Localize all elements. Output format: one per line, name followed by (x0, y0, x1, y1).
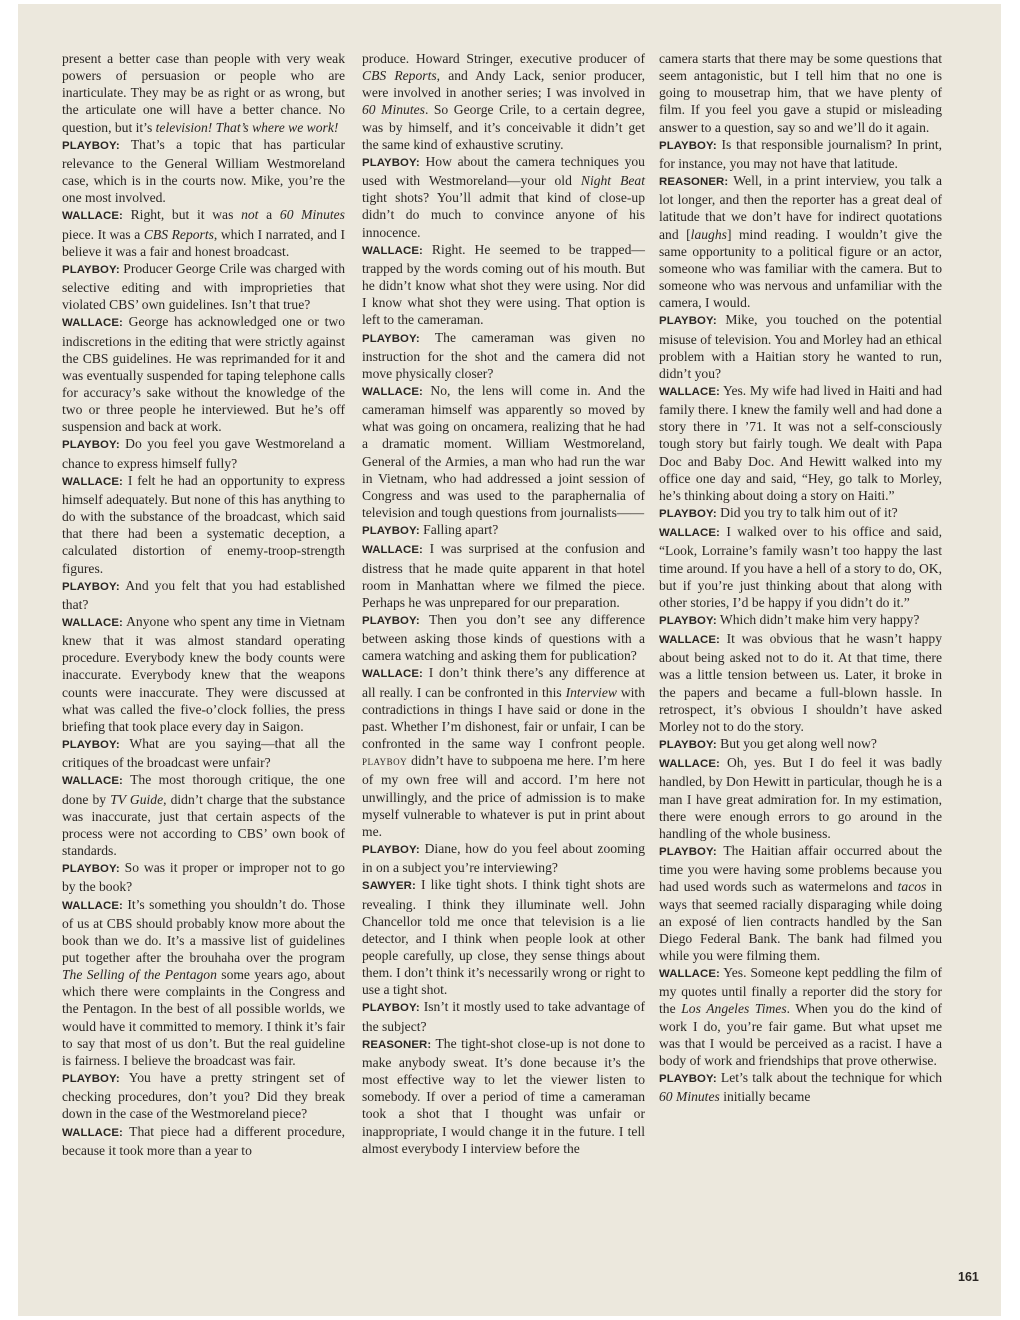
speaker-label: WALLACE: (659, 634, 720, 647)
interview-paragraph (62, 1123, 345, 1159)
paragraph-text: Diane, how do you feel about zooming in on a subject you’re interviewing? (362, 841, 645, 876)
paragraph-text: You have a pretty stringent set of checking procedures, don’t you? Did they break down in the case of the Westmoreland piece? (62, 1070, 345, 1122)
interview-paragraph (659, 136, 942, 172)
speaker-label: PLAYBOY: (659, 615, 717, 627)
paragraph-text: So was it proper or improper not to go by the book? (62, 860, 345, 895)
paragraph-text: The Haitian affair occurred about the time you were having some problems because you had used words such as watermelons and tacos in ways that seemed racially disparaging while doing an exposé of lien contracts handled by the San Diego Federal Bank. The bank had filmed you while you were filming them. (659, 843, 943, 963)
interview-paragraph (62, 613, 345, 735)
interview-paragraph (659, 1069, 942, 1105)
interview-paragraph (62, 577, 345, 613)
paragraph-text: Anyone who spent any time in Vietnam knew that it was almost standard operating procedure. Everybody knew the body counts were inaccurate. Everybody knew that the weapons counts were inaccurate. They were discussed at what was called the five-o’clock follies, the press briefing that took place every day in Saigon. (62, 614, 345, 734)
paragraph-text: camera starts that there may be some questions that seem antagonistic, but I tell him that no one is going to mousetrap him, that we have plenty of film. If you feel you gave a stupid or misleading answer to a question, say so and we’ll do it again. (659, 51, 942, 135)
interview-paragraph (62, 260, 345, 313)
speaker-label: PLAYBOY: (362, 525, 420, 538)
speaker-label: PLAYBOY: (62, 263, 120, 276)
paragraph-text: It’s something you shouldn’t do. Those of us at CBS should probably know more about the book than we do. It’s a massive list of guidelines put together after the brouhaha over the program The Selling of the Pentagon some years ago, about which there were complaints in the Congress and the Pentagon. In the best of all possible worlds, we would have it committed to memory. I think it’s fair to say that most of us don’t. But the real guideline is fairness. I believe the broadcast was fair. (62, 896, 345, 1068)
paragraph-text: That’s a topic that has particular relevance to the General William Westmoreland case, which is in the courts now. Mike, you’re the one most involved. (62, 136, 345, 206)
interview-paragraph (362, 50, 645, 153)
interview-paragraph (362, 840, 645, 876)
magazine-page (18, 4, 1001, 1316)
speaker-label: PLAYBOY: (62, 439, 120, 452)
speaker-label: REASONER: (362, 1038, 432, 1051)
speaker-label: PLAYBOY: (62, 1073, 120, 1086)
paragraph-text: Falling apart? (423, 522, 499, 538)
paragraph-text: I don’t think there’s any difference at all really. I can be confronted in this Interview with contradictions in things I have said or done in the past. Whether I’m dishonest, fair or unfair, I can be confronted in the same way I confront people. PLAYBOY didn’t have to subpoena me here. I’m here of my own free will and accord. I’m here not unwillingly, and the price of admission is to make myself vulnerable to whatever is put in print about me. (362, 665, 645, 839)
paragraph-text: The most thorough critique, the one done by TV Guide, didn’t charge that the substance was inaccurate, just that certain aspects of the process were not according to CBS’ own book of standards. (62, 772, 345, 859)
paragraph-text: Is that responsible journalism? In print, for instance, you may not have that latitude. (659, 136, 942, 171)
speaker-label: PLAYBOY: (362, 844, 420, 857)
interview-paragraph (659, 630, 942, 735)
speaker-label: WALLACE: (62, 210, 123, 223)
interview-paragraph (62, 735, 345, 771)
interview-paragraph (362, 664, 645, 840)
interview-paragraph (659, 172, 942, 311)
paragraph-text: Yes. Someone kept peddling the film of my quotes until finally a reporter did the story for the Los Angeles Times. When you do the kind of work I do, you’re fair game. But what upset me was that I would be perceived as a racist. I have a body of work and friendships that prove otherwise. (659, 965, 942, 1068)
paragraph-text: That piece had a different procedure, because it took more than a year to (62, 1123, 346, 1158)
interview-paragraph (62, 313, 345, 435)
speaker-label: WALLACE: (362, 668, 423, 681)
speaker-label: REASONER: (659, 176, 729, 189)
speaker-label: WALLACE: (362, 385, 423, 398)
page-number: 161 (958, 1270, 979, 1284)
interview-paragraph (362, 998, 645, 1034)
interview-paragraph (362, 241, 645, 329)
speaker-label: WALLACE: (659, 968, 720, 981)
paragraph-text: produce. Howard Stringer, executive producer of CBS Reports, and Andy Lack, senior producer, were involved in another series; I was involved in 60 Minutes. So George Crile, to a certain degree, was by himself, and it’s conceivable it didn’t get the same kind of exhaustive scrutiny. (362, 51, 645, 152)
paragraph-text: I walked over to his office and said, “Look, Lorraine’s family wasn’t too happy the last time around. If you have a hell of a story to do, OK, but if you’re just thinking about that along with other stories, I’d be happy if you didn’t do it.” (659, 524, 942, 610)
paragraph-text: No, the lens will come in. And the cameraman himself was apparently so moved by what was going on oncamera, realizing that he had a dramatic moment. William Westmoreland, General of the Armies, a man who had run the war in Vietnam, who had addressed a joint session of Congress and was used to the paraphernalia of television and tough questions from journalists—— (362, 382, 645, 521)
paragraph-text: Isn’t it mostly used to take advantage of the subject? (362, 999, 645, 1034)
speaker-label: PLAYBOY: (362, 1002, 420, 1015)
speaker-label: PLAYBOY: (659, 846, 717, 859)
paragraph-text: present a better case than people with very weak powers of persuasion or people who are inarticulate. They may be as right or as wrong, but the articulate one will have a better chance. No question, but it’s television! That’s where we work! (62, 51, 345, 135)
text-column-3 (659, 50, 942, 1105)
interview-paragraph (362, 153, 645, 241)
interview-paragraph (362, 1035, 645, 1157)
speaker-label: PLAYBOY: (362, 332, 420, 345)
interview-paragraph (659, 523, 942, 611)
text-column-1 (62, 50, 345, 1159)
speaker-label: SAWYER: (362, 880, 416, 893)
paragraph-text: Mike, you touched on the potential misuse of television. You and Morley had an ethical problem with a Haitian story he wanted to run, didn’t you? (659, 312, 942, 381)
interview-paragraph (62, 1069, 345, 1122)
speaker-label: PLAYBOY: (62, 580, 120, 593)
interview-paragraph (659, 735, 942, 754)
interview-paragraph (62, 859, 345, 895)
speaker-label: WALLACE: (659, 385, 720, 398)
paragraph-text: Which didn’t make him very happy? (719, 612, 920, 627)
speaker-label: WALLACE: (62, 475, 123, 488)
interview-paragraph (62, 206, 345, 259)
speaker-label: PLAYBOY: (362, 615, 420, 627)
speaker-label: PLAYBOY: (659, 1073, 717, 1086)
interview-paragraph (659, 754, 942, 842)
interview-paragraph (62, 435, 345, 471)
paragraph-text: It was obvious that he wasn’t happy about being asked not to do it. At that time, there was a little tension between us. Later, it broke in the papers and became a full-blown hassle. In retrospect, it’s obvious I shouldn’t have asked Morley not to do the story. (659, 631, 942, 734)
interview-paragraph (362, 521, 645, 540)
paragraph-text: What are you saying—that all the critiques of the broadcast were unfair? (62, 736, 345, 771)
paragraph-text: Right. He seemed to be trapped—trapped by the words coming out of his mouth. But he didn’t know what shot they were using. Nor did I know what shot they were using. That option is left to the cameraman. (362, 241, 645, 328)
paragraph-text: I like tight shots. I think tight shots are revealing. I think they illuminate well. John Chancellor told me once that television is a lie detector, and I think when people look at other people carefully, up close, they sense things about them. I don’t think it’s necessarily wrong or right to use a tight shot. (362, 877, 646, 998)
paragraph-text: How about the camera techniques you used with Westmoreland—your old Night Beat tight shots? You’ll admit that kind of close-up didn’t do much to convince anyone of his innocence. (362, 153, 645, 240)
speaker-label: WALLACE: (62, 899, 123, 912)
speaker-label: PLAYBOY: (62, 739, 120, 752)
speaker-label: WALLACE: (362, 244, 423, 257)
paragraph-text: Then you don’t see any difference between asking those kinds of questions with a camera watching and asking them for publication? (362, 612, 645, 664)
interview-paragraph (659, 964, 942, 1069)
paragraph-text: Did you try to talk him out of it? (720, 505, 898, 521)
interview-paragraph (62, 896, 345, 1070)
speaker-label: WALLACE: (362, 544, 423, 557)
interview-paragraph (659, 842, 942, 964)
speaker-label: PLAYBOY: (62, 863, 120, 876)
interview-paragraph (62, 472, 345, 577)
speaker-label: PLAYBOY: (659, 739, 717, 752)
paragraph-text: The cameraman was given no instruction for the shot and the camera did not move physically closer? (362, 329, 645, 381)
interview-paragraph (362, 329, 645, 382)
paragraph-text: The tight-shot close-up is not done to make anybody sweat. It’s done because it’s the most effective way to let the viewer listen to somebody. If over a period of time a cameraman took a shot that I thought was unfair or inappropriate, I would change it in the future. I tell almost everybody I interview before the (362, 1035, 646, 1156)
speaker-label: WALLACE: (62, 1126, 123, 1139)
speaker-label: WALLACE: (659, 758, 720, 771)
speaker-label: WALLACE: (62, 617, 123, 629)
interview-paragraph (62, 50, 345, 136)
interview-paragraph (62, 136, 345, 207)
interview-paragraph (362, 876, 645, 998)
speaker-label: PLAYBOY: (62, 139, 120, 152)
interview-paragraph (362, 382, 645, 521)
paragraph-text: But you get along well now? (720, 736, 877, 752)
interview-paragraph (659, 504, 942, 523)
paragraph-text: Do you feel you gave Westmoreland a chance to express himself fully? (62, 436, 345, 471)
speaker-label: WALLACE: (62, 775, 123, 788)
interview-paragraph (659, 611, 942, 630)
speaker-label: WALLACE: (659, 527, 720, 540)
text-column-2 (362, 50, 645, 1157)
speaker-label: PLAYBOY: (362, 156, 420, 169)
speaker-label: WALLACE: (62, 317, 123, 330)
interview-paragraph (362, 611, 645, 664)
paragraph-text: Producer George Crile was charged with selective editing and with improprieties that violated CBS’ own guidelines. Isn’t that true? (62, 260, 345, 313)
speaker-label: PLAYBOY: (659, 139, 717, 152)
paragraph-text: Yes. My wife had lived in Haiti and had family there. I knew the family well and had done a story there in ’71. It was not a self-consciously tough story but fairly tough. We dealt with Papa Doc and Baby Doc. And Hewitt walked into my office one day and said, “Hey, go talk to Morley, he’s thinking about doing a story on Haiti.” (659, 382, 942, 503)
interview-paragraph (659, 50, 942, 136)
interview-paragraph (362, 540, 645, 611)
paragraph-text: George has acknowledged one or two indiscretions in the editing that were strictly against the CBS guidelines. He was reprimanded for it and was eventually suspended for taping telephone calls for accuracy’s sake without the knowledge of the two or three people he interviewed. But he’s off suspension and back at work. (62, 314, 345, 435)
interview-paragraph (659, 382, 942, 504)
speaker-label: PLAYBOY: (659, 508, 717, 521)
paragraph-text: Well, in a print interview, you talk a lot longer, and then the reporter has a great deal of latitude that we don’t have for indirect quotations and [laughs] mind reading. I wouldn’t give the same opportunity to a political figure or an actor, someone who was familiar with the camera. But to someone who was nervous and unfamiliar with the camera, I would. (659, 173, 942, 311)
paragraph-text: Let’s talk about the technique for which 60 Minutes initially became (659, 1070, 942, 1105)
paragraph-text: I felt he had an opportunity to express himself adequately. But none of this has anything to do with the substance of the broadcast, which said that there had been a systematic deception, a calculated distortion of enemy-troop-strength figures. (62, 472, 345, 576)
interview-paragraph (62, 771, 345, 859)
paragraph-text: And you felt that you had established that? (62, 577, 345, 612)
interview-paragraph (659, 311, 942, 382)
speaker-label: PLAYBOY: (659, 315, 717, 328)
paragraph-text: Right, but it was not a 60 Minutes piece. It was a CBS Reports, which I narrated, and I believe it was a fair and honest broadcast. (62, 207, 345, 259)
paragraph-text: Oh, yes. But I do feel it was badly handled, by Don Hewitt in particular, though he is a man I have great admiration for. In my estimation, there were enough errors to go around in the handling of the whole business. (659, 755, 942, 841)
paragraph-text: I was surprised at the confusion and distress that he made quite apparent in that hotel room in Manhattan where we filmed the piece. Perhaps he was unprepared for our preparation. (362, 541, 645, 610)
